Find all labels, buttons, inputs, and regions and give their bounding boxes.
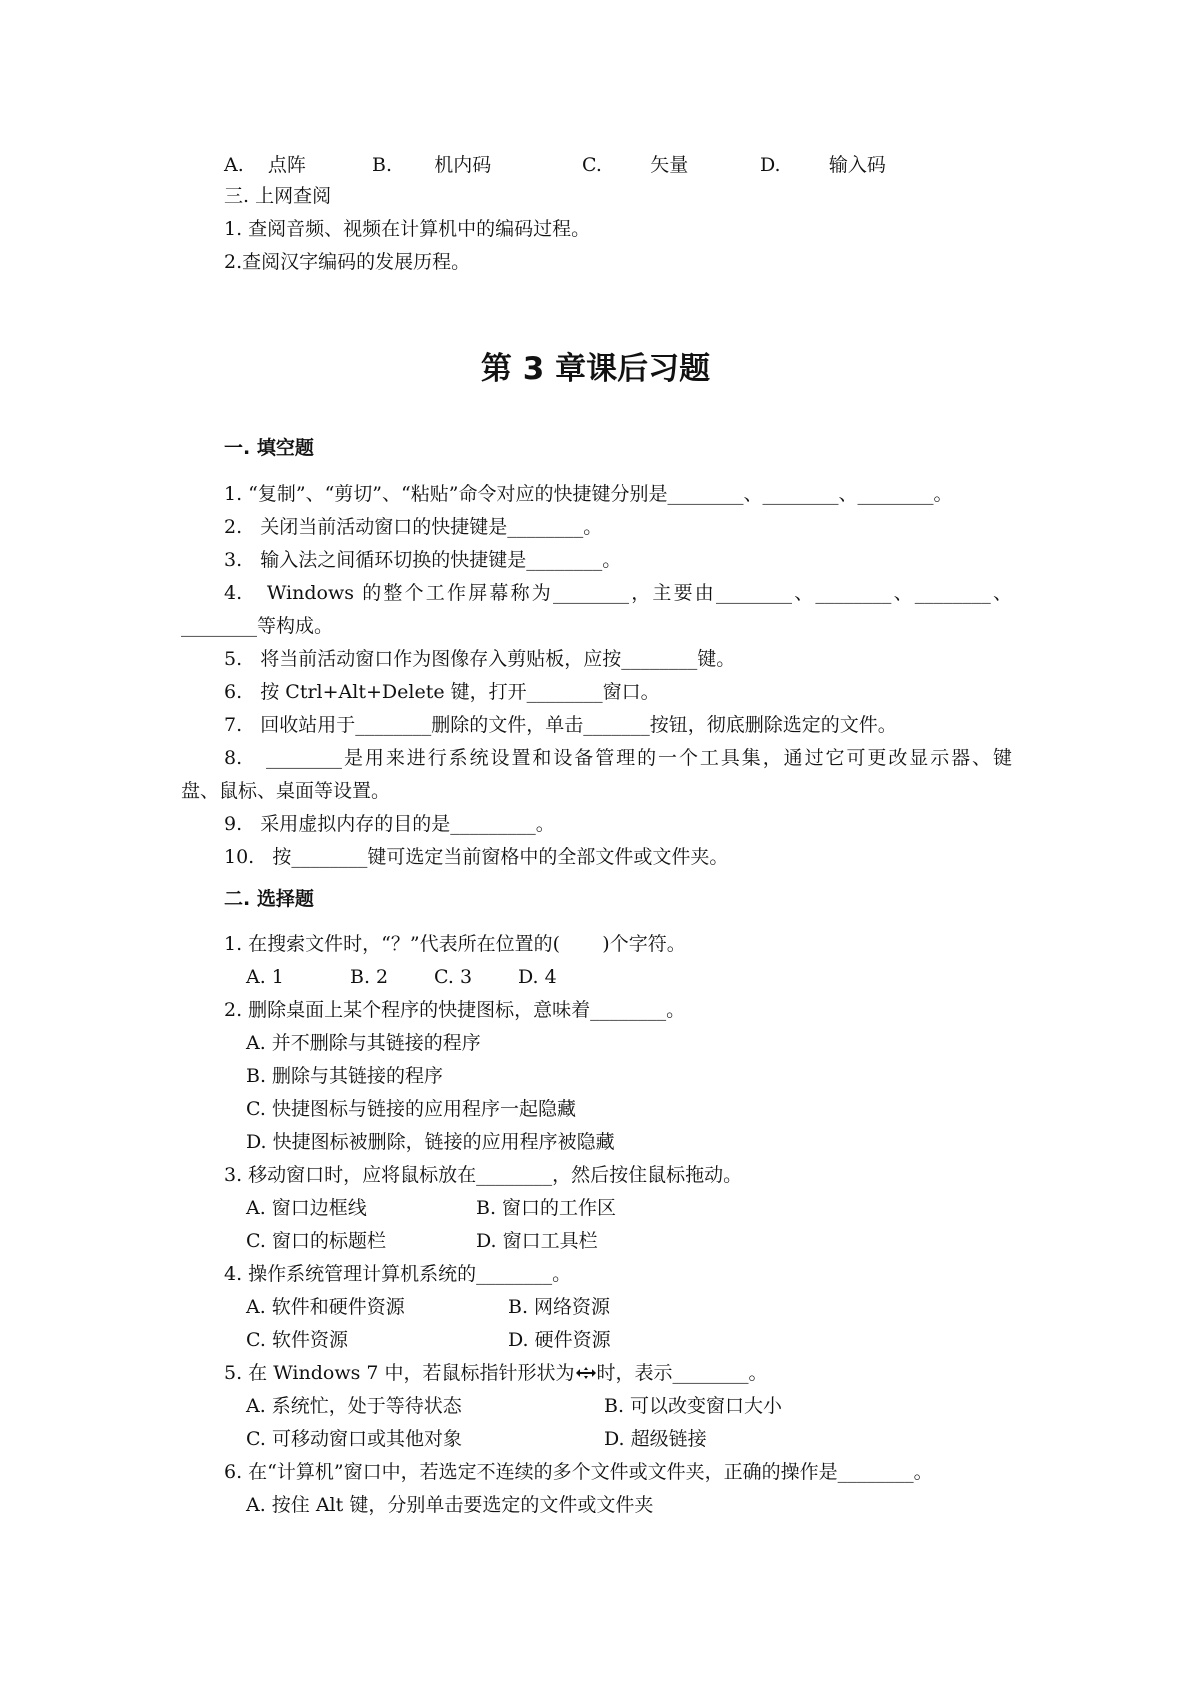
fill-question-9: 9. 采用虚拟内存的目的是_________。 xyxy=(224,813,555,835)
choice-question-4-options-row-1 xyxy=(246,1292,746,1322)
option-b: B. 可以改变窗口大小 xyxy=(604,1395,783,1417)
choice-question-2-option-b: B. 删除与其链接的程序 xyxy=(246,1065,444,1087)
option-d: D. 硬件资源 xyxy=(508,1329,611,1351)
option-a: A. 系统忙，处于等待状态 xyxy=(246,1395,462,1417)
prev-question-options xyxy=(224,150,924,180)
option-d: D. 输入码 xyxy=(760,154,886,176)
choice-question-2-option-a: A. 并不删除与其链接的程序 xyxy=(246,1032,481,1054)
option-c: C. 3 xyxy=(434,966,473,988)
fill-question-7: 7. 回收站用于________删除的文件，单击_______按钮，彻底删除选定的文件。 xyxy=(224,714,897,736)
choice-question-1-options xyxy=(246,962,646,992)
fill-question-3: 3. 输入法之间循环切换的快捷键是________。 xyxy=(224,549,622,571)
fill-question-8-line-1: 8. ________是用来进行系统设置和设备管理的一个工具集，通过它可更改显示器、键 xyxy=(224,747,1012,769)
question-5-stem-start: 5. 在 Windows 7 中，若鼠标指针形状为 xyxy=(224,1362,575,1384)
fill-question-1: 1. “复制”、“剪切”、“粘贴”命令对应的快捷键分别是________、________、________。 xyxy=(224,483,953,505)
option-c: C. 可移动窗口或其他对象 xyxy=(246,1428,462,1450)
choice-question-6: 6. 在“计算机”窗口中，若选定不连续的多个文件或文件夹，正确的操作是________。 xyxy=(224,1461,933,1483)
option-c: C. 软件资源 xyxy=(246,1329,348,1351)
section-heading-multiple-choice: 二. 选择题 xyxy=(224,888,314,910)
choice-question-4: 4. 操作系统管理计算机系统的________。 xyxy=(224,1263,572,1285)
option-b: B. 机内码 xyxy=(372,154,492,176)
choice-question-3-options-row-2 xyxy=(246,1226,746,1256)
choice-question-2-option-d: D. 快捷图标被删除，链接的应用程序被隐藏 xyxy=(246,1131,615,1153)
option-b: B. 2 xyxy=(350,966,389,988)
choice-question-5-options-row-1 xyxy=(246,1391,846,1421)
option-d: D. 4 xyxy=(518,966,557,988)
fill-question-5: 5. 将当前活动窗口作为图像存入剪贴板，应按________键。 xyxy=(224,648,736,670)
option-a: A. 1 xyxy=(246,966,284,988)
section-heading-online-research: 三. 上网查阅 xyxy=(224,185,332,207)
choice-question-2-option-c: C. 快捷图标与链接的应用程序一起隐藏 xyxy=(246,1098,576,1120)
fill-question-4-line-1: 4. Windows 的整个工作屏幕称为________，主要由________、________、________、 xyxy=(224,582,1012,604)
option-c: C. 窗口的标题栏 xyxy=(246,1230,386,1252)
choice-question-6-option-a: A. 按住 Alt 键，分别单击要选定的文件或文件夹 xyxy=(246,1494,654,1516)
option-a: A. 窗口边框线 xyxy=(246,1197,367,1219)
choice-question-1: 1. 在搜索文件时，“？”代表所在位置的( )个字符。 xyxy=(224,933,686,955)
choice-question-3: 3. 移动窗口时，应将鼠标放在________，然后按住鼠标拖动。 xyxy=(224,1164,743,1186)
choice-question-3-options-row-1 xyxy=(246,1193,746,1223)
fill-question-6: 6. 按 Ctrl+Alt+Delete 键，打开________窗口。 xyxy=(224,681,660,703)
option-b: B. 窗口的工作区 xyxy=(476,1197,617,1219)
option-d: D. 窗口工具栏 xyxy=(476,1230,598,1252)
choice-question-2: 2. 删除桌面上某个程序的快捷图标，意味着________。 xyxy=(224,999,686,1021)
section-heading-fill-blank: 一. 填空题 xyxy=(224,437,314,459)
option-d: D. 超级链接 xyxy=(604,1428,707,1450)
fill-question-10: 10. 按________键可选定当前窗格中的全部文件或文件夹。 xyxy=(224,846,729,868)
research-item-2: 2.查阅汉字编码的发展历程。 xyxy=(224,251,471,273)
option-a: A. 软件和硬件资源 xyxy=(246,1296,405,1318)
choice-question-5-options-row-2 xyxy=(246,1424,846,1454)
choice-question-5 xyxy=(224,1358,768,1388)
option-c: C. 矢量 xyxy=(582,154,689,176)
option-b: B. 网络资源 xyxy=(508,1296,611,1318)
option-a: A. 点阵 xyxy=(224,154,306,176)
research-item-1: 1. 查阅音频、视频在计算机中的编码过程。 xyxy=(224,218,591,240)
choice-question-4-options-row-2 xyxy=(246,1325,746,1355)
fill-question-2: 2. 关闭当前活动窗口的快捷键是________。 xyxy=(224,516,603,538)
fill-question-8-line-2: 盘、鼠标、桌面等设置。 xyxy=(181,780,391,802)
fill-question-4-line-2: ________等构成。 xyxy=(181,615,334,637)
move-arrows-icon xyxy=(575,1359,597,1373)
question-5-stem-end: 时，表示________。 xyxy=(596,1362,768,1384)
chapter-title: 第 3 章课后习题 xyxy=(480,351,711,387)
